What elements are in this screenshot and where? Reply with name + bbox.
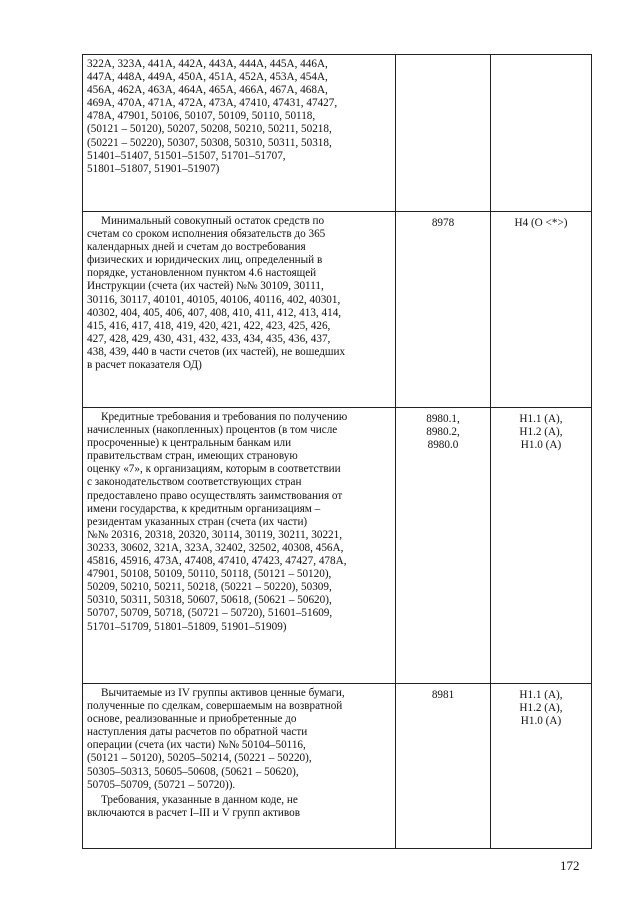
code-cell bbox=[396, 212, 491, 408]
description-cell bbox=[83, 684, 396, 849]
table-row bbox=[83, 212, 592, 408]
code-value: 8980.1, 8980.2, 8980.0 bbox=[426, 413, 460, 452]
description-text: Минимальный совокупный остаток средств по счетам со сроком исполнения обязательств до 365 календарных дней и счетам до востребования физических и юридических лиц, определенный в порядке, установленном пунктом 4.6 настоящей Инструкции (счета (их частей) №№ 30109, 30111, 30116, 30117, 40101, 40105, 40106, 40116, 402, 40301, 40302, 404, 405, 406, 407, 408, 410, 411, 412, 413, 414, 415, 416, 417, 418, 419, 420, 421, 422, 423, 425, 426, 427, 428, 429, 430, 431, 432, 433, 434, 435, 436, 437, 438, 439, 440 в части счетов (их частей), не вошедших в расчет показателя ОД) bbox=[87, 215, 346, 372]
indicator-cell bbox=[491, 684, 592, 849]
indicator-value: Н1.1 (А), Н1.2 (А), Н1.0 (А) bbox=[519, 413, 563, 452]
description-note: Требования, указанные в данном коде, не включаются в расчет I–III и V групп активов bbox=[87, 793, 300, 819]
indicator-cell bbox=[491, 55, 592, 212]
code-cell bbox=[396, 408, 491, 684]
description-cell bbox=[83, 55, 396, 212]
table-row bbox=[83, 684, 592, 849]
indicator-value: Н4 (О <*>) bbox=[514, 217, 568, 229]
code-value: 8981 bbox=[431, 689, 455, 701]
indicator-cell bbox=[491, 212, 592, 408]
code-value: 8978 bbox=[431, 217, 455, 229]
account-codes-table bbox=[82, 54, 592, 849]
indicator-cell bbox=[491, 408, 592, 684]
page-number: 172 bbox=[560, 858, 580, 873]
description-text: 322А, 323А, 441А, 442А, 443А, 444А, 445А, 446А, 447А, 448А, 449А, 450А, 451А, 452А, 453А, 454А, 456А, 462А, 463А, 464А, 465А, 466А, 467А, 468А, 469А, 470А, 471А, 472А, 473А, 47410, 47431, 47427, 478А, 47901, 50106, 50107, 50109, 50110, 50118, (50121 – 50120), 50207, 50208, 50210, 50211, 50218, (50221 – 50220), 50307, 50308, 50310, 50311, 50318, 51401–51407, 51501–51507, 51701–51707, 51801–51807, 51901–51907) bbox=[87, 58, 338, 175]
code-cell bbox=[396, 55, 491, 212]
description-cell bbox=[83, 408, 396, 684]
description-cell bbox=[83, 212, 396, 408]
table-row bbox=[83, 408, 592, 684]
code-cell bbox=[396, 684, 491, 849]
indicator-value: Н1.1 (А), Н1.2 (А), Н1.0 (А) bbox=[519, 689, 563, 728]
description-text: Вычитаемые из IV группы активов ценные бумаги, полученные по сделкам, совершаемым на возвратной основе, реализованные и приобретенные до наступления даты расчетов по обратной части операции (счета (их части) №№ 50104–50116, (50121 – 50120), 50205–50214, (50221 – 50220), 50305–50313, 50605–50608, (50621 – 50620), 50705–50709, (50721 – 50720)). bbox=[87, 687, 345, 791]
table-row bbox=[83, 55, 592, 212]
description-text: Кредитные требования и требования по получению начисленных (накопленных) процентов (в том числе просроченные) к центральным банкам или правительствам стран, имеющих страновую оценку «7», к организациям, которым в соответствии с законодательством соответствующих стран предоставлено право осуществлять заимствования от имени государства, к кредитным организациям – резидентам указанных стран (счета (их части) №№ 20316, 20318, 20320, 30114, 30119, 30211, 30221, 30233, 30602, 321А, 323А, 32402, 32502, 40308, 456А, 45816, 45916, 473А, 47408, 47410, 47423, 47427, 478А, 47901, 50108, 50109, 50110, 50118, (50121 – 50120), 50209, 50210, 50211, 50218, (50221 – 50220), 50309, 50310, 50311, 50318, 50607, 50618, (50621 – 50620), 50707, 50709, 50718, (50721 – 50720), 51601–51609, 51701–51709, 51801–51809, 51901–51909) bbox=[87, 411, 348, 633]
